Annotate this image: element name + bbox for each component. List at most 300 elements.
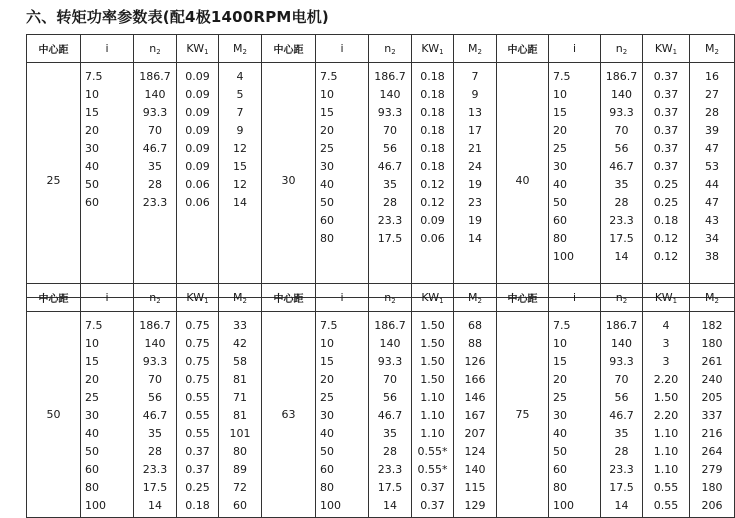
cell-value: 70 — [383, 373, 397, 386]
header-output-speed — [601, 35, 643, 63]
ratio-column — [549, 63, 601, 298]
cell-value: 12 — [233, 178, 247, 191]
header-torque — [690, 284, 735, 312]
cell-value: 70 — [614, 373, 629, 386]
cell-value: 19 — [468, 214, 482, 227]
center-distance-value: 30 — [262, 63, 316, 298]
cell-value: 0.06 — [185, 178, 210, 191]
cell-value: 17.5 — [377, 481, 403, 494]
header-power — [177, 284, 219, 312]
ratio-column — [316, 312, 369, 518]
cell-value: 100 — [85, 499, 106, 512]
cell-value: 1.50 — [420, 337, 445, 350]
header-power-sub: 1 — [439, 296, 444, 305]
cell-value: 58 — [233, 355, 247, 368]
header-power-label: KW — [186, 41, 205, 55]
cell-value: 180 — [701, 337, 723, 350]
header-ratio: i — [549, 35, 601, 63]
cell-value: 0.25 — [653, 178, 679, 191]
cell-value: 46.7 — [142, 142, 168, 155]
cell-value: 0.18 — [185, 499, 210, 512]
header-torque — [454, 35, 497, 63]
cell-value: 14 — [148, 499, 162, 512]
header-torque — [219, 35, 262, 63]
power-column — [177, 312, 219, 518]
cell-value: 40 — [85, 160, 99, 173]
cell-value: 15 — [553, 106, 567, 119]
header-power-label: KW — [654, 41, 673, 55]
cell-value: 0.75 — [185, 373, 210, 386]
cell-value: 50 — [320, 196, 334, 209]
cell-value: 56 — [614, 142, 629, 155]
cell-value: 30 — [320, 160, 334, 173]
header-torque-label: M — [705, 290, 715, 304]
cell-value: 60 — [85, 196, 99, 209]
header-center-distance: 中心距 — [497, 284, 549, 312]
cell-value: 28 — [383, 445, 397, 458]
cell-value: 101 — [229, 427, 251, 440]
cell-value: 1.50 — [420, 373, 445, 386]
cell-value: 115 — [464, 481, 486, 494]
header-torque-label: M — [468, 290, 478, 304]
header-torque — [454, 284, 497, 312]
cell-value: 68 — [468, 319, 482, 332]
cell-value: 50 — [85, 445, 99, 458]
header-power — [643, 284, 690, 312]
cell-value: 0.75 — [185, 319, 210, 332]
cell-value: 9 — [236, 124, 244, 137]
cell-value: 25 — [85, 391, 99, 404]
header-ratio: i — [549, 284, 601, 312]
cell-value: 14 — [468, 232, 482, 245]
ratio-column — [81, 312, 134, 518]
output-speed-column — [601, 63, 643, 298]
cell-value: 35 — [614, 427, 629, 440]
header-power-sub: 1 — [204, 47, 209, 56]
cell-value: 10 — [320, 337, 334, 350]
cell-value: 10 — [85, 88, 99, 101]
output-speed-column — [134, 63, 177, 298]
cell-value: 80 — [553, 232, 567, 245]
cell-value: 1.10 — [653, 427, 679, 440]
cell-value: 93.3 — [142, 106, 168, 119]
cell-value: 70 — [614, 124, 629, 137]
torque-column — [219, 63, 262, 298]
cell-value: 0.09 — [185, 142, 210, 155]
cell-value: 0.18 — [420, 124, 445, 137]
cell-value: 207 — [464, 427, 486, 440]
cell-value: 17.5 — [142, 481, 168, 494]
header-power-label: KW — [654, 290, 673, 304]
cell-value: 93.3 — [142, 355, 168, 368]
cell-value: 0.37 — [653, 106, 679, 119]
cell-value: 140 — [379, 88, 401, 101]
cell-value: 47 — [705, 196, 719, 209]
cell-value: 166 — [464, 373, 486, 386]
cell-value: 35 — [614, 178, 629, 191]
cell-value: 14 — [233, 196, 247, 209]
cell-value: 10 — [320, 88, 334, 101]
center-distance-value: 50 — [27, 312, 81, 518]
cell-value: 186.7 — [374, 70, 406, 83]
cell-value: 60 — [320, 463, 334, 476]
cell-value: 126 — [464, 355, 486, 368]
cell-value: 0.09 — [185, 124, 210, 137]
cell-value: 140 — [611, 88, 632, 101]
header-torque-sub: 2 — [477, 296, 482, 305]
output-speed-column — [601, 312, 643, 518]
cell-value: 70 — [383, 124, 397, 137]
output-speed-column — [369, 312, 412, 518]
header-power — [643, 35, 690, 63]
cell-value: 0.12 — [653, 232, 679, 245]
cell-value: 0.55* — [417, 445, 448, 458]
cell-value: 0.55* — [417, 463, 448, 476]
cell-value: 23 — [468, 196, 482, 209]
cell-value: 25 — [553, 142, 567, 155]
cell-value: 93.3 — [377, 106, 403, 119]
cell-value: 0.09 — [185, 160, 210, 173]
cell-value: 38 — [705, 250, 719, 263]
power-column — [643, 63, 690, 298]
cell-value: 56 — [383, 142, 397, 155]
cell-value: 10 — [553, 88, 567, 101]
header-ratio: i — [316, 284, 369, 312]
cell-value: 0.18 — [420, 142, 445, 155]
cell-value: 70 — [148, 373, 162, 386]
header-center-distance: 中心距 — [27, 284, 81, 312]
cell-value: 60 — [320, 214, 334, 227]
cell-value: 1.50 — [420, 355, 445, 368]
cell-value: 100 — [320, 499, 341, 512]
cell-value: 27 — [705, 88, 719, 101]
header-output-speed-sub: 2 — [622, 296, 628, 305]
header-power-sub: 1 — [204, 296, 209, 305]
cell-value: 7.5 — [320, 70, 338, 83]
cell-value: 216 — [701, 427, 723, 440]
cell-value: 140 — [379, 337, 401, 350]
cell-value: 0.18 — [420, 160, 445, 173]
cell-value: 25 — [320, 142, 334, 155]
cell-value: 1.10 — [653, 445, 679, 458]
cell-value: 40 — [553, 178, 567, 191]
header-output-speed-sub: 2 — [391, 296, 396, 305]
cell-value: 50 — [320, 445, 334, 458]
cell-value: 100 — [553, 499, 574, 512]
cell-value: 0.37 — [653, 88, 679, 101]
cell-value: 35 — [383, 427, 397, 440]
cell-value: 7.5 — [85, 319, 103, 332]
cell-value: 0.06 — [420, 232, 445, 245]
cell-value: 93.3 — [609, 106, 634, 119]
header-power-sub: 1 — [439, 47, 444, 56]
cell-value: 1.50 — [653, 391, 679, 404]
cell-value: 33 — [233, 319, 247, 332]
cell-value: 140 — [611, 337, 632, 350]
cell-value: 20 — [553, 373, 567, 386]
cell-value: 23.3 — [609, 463, 634, 476]
ratio-column — [316, 63, 369, 298]
cell-value: 56 — [614, 391, 629, 404]
header-center-distance: 中心距 — [497, 35, 549, 63]
cell-value: 28 — [705, 106, 719, 119]
cell-value: 20 — [85, 124, 99, 137]
cell-value: 46.7 — [377, 409, 403, 422]
cell-value: 1.50 — [420, 319, 445, 332]
cell-value: 30 — [85, 142, 99, 155]
header-output-speed — [369, 284, 412, 312]
cell-value: 140 — [144, 337, 166, 350]
cell-value: 28 — [148, 178, 162, 191]
cell-value: 0.06 — [185, 196, 210, 209]
cell-value: 60 — [85, 463, 99, 476]
header-torque-label: M — [468, 41, 478, 55]
header-output-speed-label: n — [384, 41, 392, 55]
cell-value: 182 — [701, 319, 723, 332]
cell-value: 206 — [701, 499, 723, 512]
cell-value: 50 — [553, 445, 567, 458]
cell-value: 4 — [236, 70, 244, 83]
header-output-speed — [601, 284, 643, 312]
cell-value: 53 — [705, 160, 719, 173]
cell-value: 0.55 — [185, 409, 210, 422]
cell-value: 0.09 — [185, 106, 210, 119]
cell-value: 28 — [614, 445, 629, 458]
power-column — [643, 312, 690, 518]
cell-value: 186.7 — [605, 319, 638, 332]
cell-value: 0.37 — [185, 445, 210, 458]
header-output-speed — [134, 35, 177, 63]
cell-value: 28 — [148, 445, 162, 458]
cell-value: 0.55 — [185, 427, 210, 440]
cell-value: 30 — [553, 160, 567, 173]
cell-value: 42 — [233, 337, 247, 350]
cell-value: 0.09 — [185, 88, 210, 101]
cell-value: 0.12 — [420, 196, 445, 209]
header-torque — [690, 35, 735, 63]
cell-value: 28 — [383, 196, 397, 209]
cell-value: 0.37 — [653, 70, 679, 83]
cell-value: 93.3 — [377, 355, 403, 368]
cell-value: 167 — [464, 409, 486, 422]
cell-value: 46.7 — [609, 160, 634, 173]
cell-value: 35 — [383, 178, 397, 191]
cell-value: 34 — [705, 232, 719, 245]
cell-value: 186.7 — [139, 319, 171, 332]
header-center-distance: 中心距 — [262, 35, 316, 63]
cell-value: 3 — [662, 337, 670, 350]
cell-value: 80 — [320, 232, 334, 245]
cell-value: 20 — [320, 373, 334, 386]
header-torque — [219, 284, 262, 312]
cell-value: 0.09 — [185, 70, 210, 83]
cell-value: 140 — [144, 88, 166, 101]
cell-value: 0.55 — [653, 481, 679, 494]
header-power — [177, 35, 219, 63]
torque-column — [690, 63, 735, 298]
cell-value: 7.5 — [85, 70, 103, 83]
cell-value: 15 — [320, 106, 334, 119]
cell-value: 60 — [553, 463, 567, 476]
cell-value: 89 — [233, 463, 247, 476]
power-column — [412, 312, 454, 518]
cell-value: 140 — [464, 463, 486, 476]
torque-power-table-1 — [26, 34, 735, 298]
header-torque-sub: 2 — [242, 47, 247, 56]
torque-column — [690, 312, 735, 518]
cell-value: 23.3 — [609, 214, 634, 227]
cell-value: 40 — [320, 178, 334, 191]
cell-value: 240 — [701, 373, 723, 386]
cell-value: 20 — [553, 124, 567, 137]
cell-value: 186.7 — [139, 70, 171, 83]
cell-value: 39 — [705, 124, 719, 137]
cell-value: 47 — [705, 142, 719, 155]
cell-value: 43 — [705, 214, 719, 227]
cell-value: 30 — [553, 409, 567, 422]
cell-value: 25 — [320, 391, 334, 404]
cell-value: 1.10 — [420, 391, 445, 404]
cell-value: 0.18 — [420, 106, 445, 119]
cell-value: 21 — [468, 142, 482, 155]
cell-value: 7 — [471, 70, 479, 83]
cell-value: 44 — [705, 178, 719, 191]
cell-value: 15 — [85, 355, 99, 368]
cell-value: 146 — [464, 391, 486, 404]
cell-value: 17.5 — [609, 481, 634, 494]
cell-value: 50 — [85, 178, 99, 191]
cell-value: 25 — [553, 391, 567, 404]
cell-value: 1.10 — [420, 409, 445, 422]
cell-value: 28 — [614, 196, 629, 209]
cell-value: 0.18 — [653, 214, 679, 227]
cell-value: 0.37 — [653, 124, 679, 137]
cell-value: 261 — [701, 355, 723, 368]
cell-value: 20 — [320, 124, 334, 137]
cell-value: 19 — [468, 178, 482, 191]
header-power-label: KW — [421, 290, 440, 304]
cell-value: 46.7 — [377, 160, 403, 173]
torque-column — [219, 312, 262, 518]
cell-value: 35 — [148, 427, 162, 440]
torque-power-table-2 — [26, 283, 735, 518]
cell-value: 15 — [85, 106, 99, 119]
cell-value: 17.5 — [609, 232, 634, 245]
header-ratio: i — [316, 35, 369, 63]
header-torque-sub: 2 — [477, 47, 482, 56]
cell-value: 0.75 — [185, 355, 210, 368]
header-output-speed-sub: 2 — [156, 47, 161, 56]
cell-value: 0.37 — [420, 481, 445, 494]
cell-value: 71 — [233, 391, 247, 404]
cell-value: 0.37 — [185, 463, 210, 476]
cell-value: 40 — [553, 427, 567, 440]
header-center-distance: 中心距 — [262, 284, 316, 312]
ratio-column — [81, 63, 134, 298]
cell-value: 80 — [85, 481, 99, 494]
cell-value: 56 — [148, 391, 162, 404]
header-power-sub: 1 — [672, 296, 678, 305]
header-power — [412, 35, 454, 63]
cell-value: 60 — [233, 499, 247, 512]
cell-value: 5 — [236, 88, 244, 101]
cell-value: 124 — [464, 445, 486, 458]
cell-value: 16 — [705, 70, 719, 83]
header-power-label: KW — [186, 290, 205, 304]
cell-value: 0.37 — [653, 142, 679, 155]
header-output-speed-label: n — [384, 290, 392, 304]
center-distance-value: 63 — [262, 312, 316, 518]
cell-value: 186.7 — [374, 319, 406, 332]
header-output-speed-label: n — [615, 41, 623, 55]
cell-value: 0.18 — [420, 70, 445, 83]
cell-value: 2.20 — [653, 409, 679, 422]
cell-value: 17 — [468, 124, 482, 137]
cell-value: 0.25 — [653, 196, 679, 209]
torque-column — [454, 63, 497, 298]
cell-value: 14 — [614, 499, 629, 512]
cell-value: 1.10 — [420, 427, 445, 440]
cell-value: 81 — [233, 373, 247, 386]
header-output-speed-label: n — [149, 290, 157, 304]
table-header-row — [27, 284, 735, 312]
header-power — [412, 284, 454, 312]
header-output-speed-label: n — [615, 290, 623, 304]
table-header-row — [27, 35, 735, 63]
ratio-column — [549, 312, 601, 518]
cell-value: 46.7 — [142, 409, 168, 422]
cell-value: 0.55 — [185, 391, 210, 404]
torque-column — [454, 312, 497, 518]
cell-value: 7 — [236, 106, 244, 119]
cell-value: 40 — [85, 427, 99, 440]
cell-value: 7.5 — [553, 319, 571, 332]
cell-value: 0.37 — [420, 499, 445, 512]
cell-value: 10 — [85, 337, 99, 350]
cell-value: 81 — [233, 409, 247, 422]
header-output-speed — [134, 284, 177, 312]
cell-value: 24 — [468, 160, 482, 173]
header-output-speed-sub: 2 — [156, 296, 161, 305]
cell-value: 279 — [701, 463, 723, 476]
cell-value: 30 — [320, 409, 334, 422]
cell-value: 15 — [320, 355, 334, 368]
header-torque-label: M — [705, 41, 715, 55]
cell-value: 88 — [468, 337, 482, 350]
cell-value: 0.55 — [653, 499, 679, 512]
cell-value: 0.12 — [420, 178, 445, 191]
table-data-row — [27, 312, 735, 518]
cell-value: 3 — [662, 355, 670, 368]
cell-value: 186.7 — [605, 70, 638, 83]
cell-value: 40 — [320, 427, 334, 440]
cell-value: 23.3 — [377, 214, 403, 227]
cell-value: 205 — [701, 391, 723, 404]
cell-value: 23.3 — [142, 463, 168, 476]
cell-value: 14 — [383, 499, 397, 512]
center-distance-value: 40 — [497, 63, 549, 298]
cell-value: 80 — [233, 445, 247, 458]
cell-value: 100 — [553, 250, 574, 263]
cell-value: 12 — [233, 142, 247, 155]
cell-value: 70 — [148, 124, 162, 137]
cell-value: 35 — [148, 160, 162, 173]
cell-value: 14 — [614, 250, 629, 263]
cell-value: 93.3 — [609, 355, 634, 368]
power-column — [177, 63, 219, 298]
cell-value: 0.25 — [185, 481, 210, 494]
center-distance-value: 25 — [27, 63, 81, 298]
